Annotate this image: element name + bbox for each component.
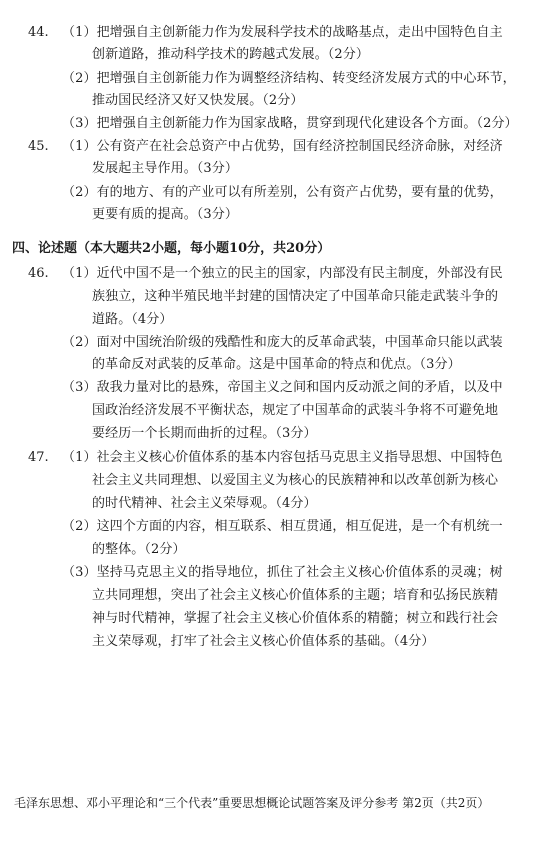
q44-item1-line2: 创新道路，推动科学技术的跨越式发展。（2分） bbox=[92, 47, 369, 62]
q45-item2-line2: 更要有质的提高。（3分） bbox=[92, 207, 238, 222]
q47-item2-line2: 的整体。（2分） bbox=[92, 542, 186, 557]
q46-item3-line2: 国政治经济发展不平衡状态，规定了中国革命的武装斗争将不可避免地 bbox=[92, 403, 499, 418]
question-number-46: 46. bbox=[28, 266, 49, 281]
q44-item1-line1: （1）把增强自主创新能力作为发展科学技术的战略基点，走出中国特色自主 bbox=[62, 25, 503, 40]
q44-item2-line1: （2）把增强自主创新能力作为调整经济结构、转变经济发展方式的中心环节， bbox=[62, 71, 516, 86]
q47-item1-line2: 社会主义共同理想、以爱国主义为核心的民族精神和以改革创新为核心 bbox=[92, 473, 499, 488]
q45-item1-line1: （1）公有资产在社会总资产中占优势，国有经济控制国民经济命脉，对经济 bbox=[62, 139, 503, 154]
q46-item1-line1: （1）近代中国不是一个独立的民主的国家，内部没有民主制度，外部没有民 bbox=[62, 266, 503, 281]
q47-item1-line1: （1）社会主义核心价值体系的基本内容包括马克思主义指导思想、中国特色 bbox=[62, 450, 503, 465]
q44-item2-line2: 推动国民经济又好又快发展。（2分） bbox=[92, 93, 304, 108]
q46-item3-line3: 要经历一个长期而曲折的过程。（3分） bbox=[92, 426, 317, 441]
question-number-47: 47. bbox=[28, 450, 49, 465]
q47-item1-line3: 的时代精神、社会主义荣辱观。（4分） bbox=[92, 496, 317, 511]
q47-item3-line3: 神与时代精神，掌握了社会主义核心价值体系的精髓；树立和践行社会 bbox=[92, 611, 499, 626]
q46-item2-line2: 的革命反对武装的反革命。这是中国革命的特点和优点。（3分） bbox=[92, 357, 461, 372]
q47-item3-line2: 立共同理想，突出了社会主义核心价值体系的主题；培育和弘扬民族精 bbox=[92, 588, 499, 603]
q44-item3-line1: （3）把增强自主创新能力作为国家战略，贯穿到现代化建设各个方面。（2分） bbox=[62, 116, 518, 131]
q46-item1-line3: 道路。（4分） bbox=[92, 312, 173, 327]
section-heading: 四、论述题（本大题共2小题，每小题10分，共20分） bbox=[12, 241, 331, 256]
q45-item2-line1: （2）有的地方、有的产业可以有所差别，公有资产占优势，要有量的优势， bbox=[62, 185, 503, 200]
q47-item3-line1: （3）坚持马克思主义的指导地位，抓住了社会主义核心价值体系的灵魂；树 bbox=[62, 565, 503, 580]
q46-item1-line2: 族独立，这种半殖民地半封建的国情决定了中国革命只能走武装斗争的 bbox=[92, 289, 499, 304]
q47-item2-line1: （2）这四个方面的内容，相互联系、相互贯通，相互促进，是一个有机统一 bbox=[62, 519, 503, 534]
question-number-44: 44. bbox=[28, 25, 49, 40]
question-number-45: 45. bbox=[28, 139, 49, 154]
page-footer: 毛泽东思想、邓小平理论和“三个代表”重要思想概论试题答案及评分参考 第2页（共2页） bbox=[14, 796, 490, 810]
q46-item2-line1: （2）面对中国统治阶级的残酷性和庞大的反革命武装，中国革命只能以武装 bbox=[62, 335, 503, 350]
q46-item3-line1: （3）敌我力量对比的悬殊，帝国主义之间和国内反动派之间的矛盾，以及中 bbox=[62, 380, 503, 395]
q47-item3-line4: 主义荣辱观，打牢了社会主义核心价值体系的基础。（4分） bbox=[92, 634, 435, 649]
q45-item1-line2: 发展起主导作用。（3分） bbox=[92, 161, 238, 176]
